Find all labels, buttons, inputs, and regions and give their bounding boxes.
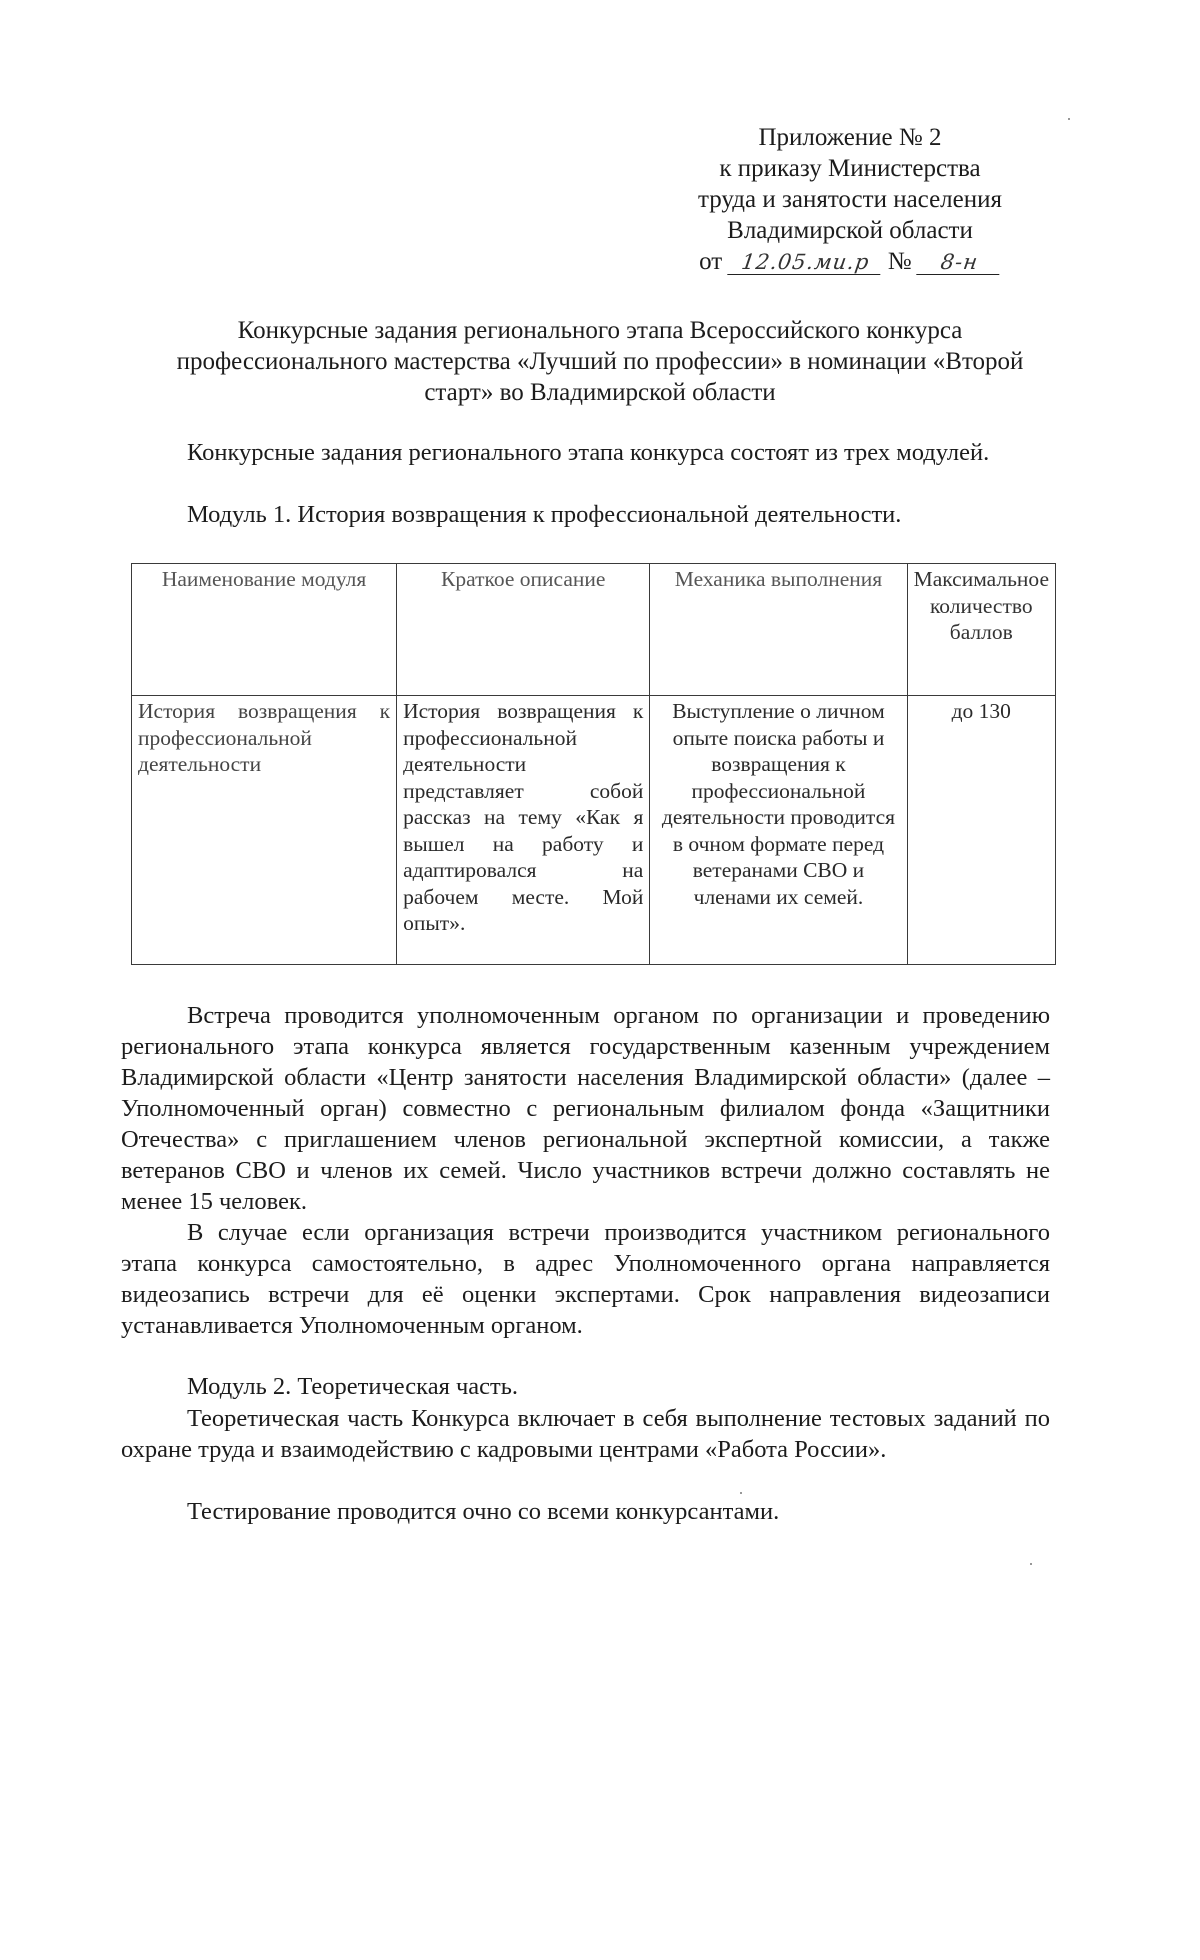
header-mechanics: Механика выполнения [650,564,907,696]
cell-max-score: до 130 [907,696,1055,965]
table-header-row [132,564,1056,696]
cell-description: История возвращения к профессиональной деятельности представляет собой рассказ на тему «Как я вышел на работу и адаптировался на рабочем месте. Мой опыт». [397,696,650,965]
header-description: Краткое описание [397,564,650,696]
document-title [120,315,1080,408]
annex-order-ref: к приказу Министерства [719,155,981,182]
intro-paragraph: Конкурсные задания регионального этапа конкурса состоят из трех модулей. [187,439,990,466]
handwritten-date: 12.05.ми.р [727,250,884,275]
meeting-paragraph: Встреча проводится уполномоченным органом по организации и проведению регионального этапа конкурса является государственным казенным учреждением Владимирской области «Центр занятости населения Владимирской области» (далее – Уполномоченный орган) совместно с региональным филиалом фонда «Защитники Отечества» с приглашением членов региональной экспертной комиссии, а также ветеранов СВО и членов их семей. Число участников встречи должно составлять не менее 15 человек. [121,1002,1050,1215]
annex-region: Владимирской области [727,217,973,244]
testing-paragraph: Тестирование проводится очно со всеми конкурсантами. [187,1498,780,1525]
video-paragraph: В случае если организация встречи производится участником регионального этапа конкурса самостоятельно, в адрес Уполномоченного органа направляется видеозапись встречи для её оценки экспертами. Срок направления видеозаписи устанавливается Уполномоченным органом. [121,1219,1050,1339]
cell-module-name: История возвращения к профессиональной деятельности [132,696,397,965]
title-line-2: профессионального мастерства «Лучший по профессии» в номинации «Второй [176,348,1024,375]
module1-table [131,563,1056,965]
annex-ministry: труда и занятости населения [697,186,1003,213]
handwritten-number: 8-н [916,250,1003,275]
scan-speck [740,1492,742,1494]
table-row [132,696,1056,965]
annex-date-number-line [650,246,1050,277]
module2-heading: Модуль 2. Теоретическая часть. [187,1373,519,1400]
annex-header [650,122,1050,277]
from-label: от [699,248,723,275]
cell-mechanics: Выступление о личном опыте поиска работы и возвращения к профессиональной деятельности проводится в очном формате перед ветеранами СВО и членами их семей. [650,696,907,965]
header-max-score: Максимальное количество баллов [907,564,1055,696]
theory-paragraph: Теоретическая часть Конкурса включает в себя выполнение тестовых заданий по охране труда и взаимодействию с кадровыми центрами «Работа России». [121,1405,1050,1463]
title-line-3: старт» во Владимирской области [424,379,776,406]
scan-speck [1068,118,1070,120]
title-line-1: Конкурсные задания регионального этапа Всероссийского конкурса [237,317,963,344]
number-label: № [887,248,912,275]
header-module-name: Наименование модуля [132,564,397,696]
module1-heading: Модуль 1. История возвращения к профессиональной деятельности. [187,501,902,528]
scan-speck [1030,1563,1032,1565]
annex-number: Приложение № 2 [758,124,942,151]
